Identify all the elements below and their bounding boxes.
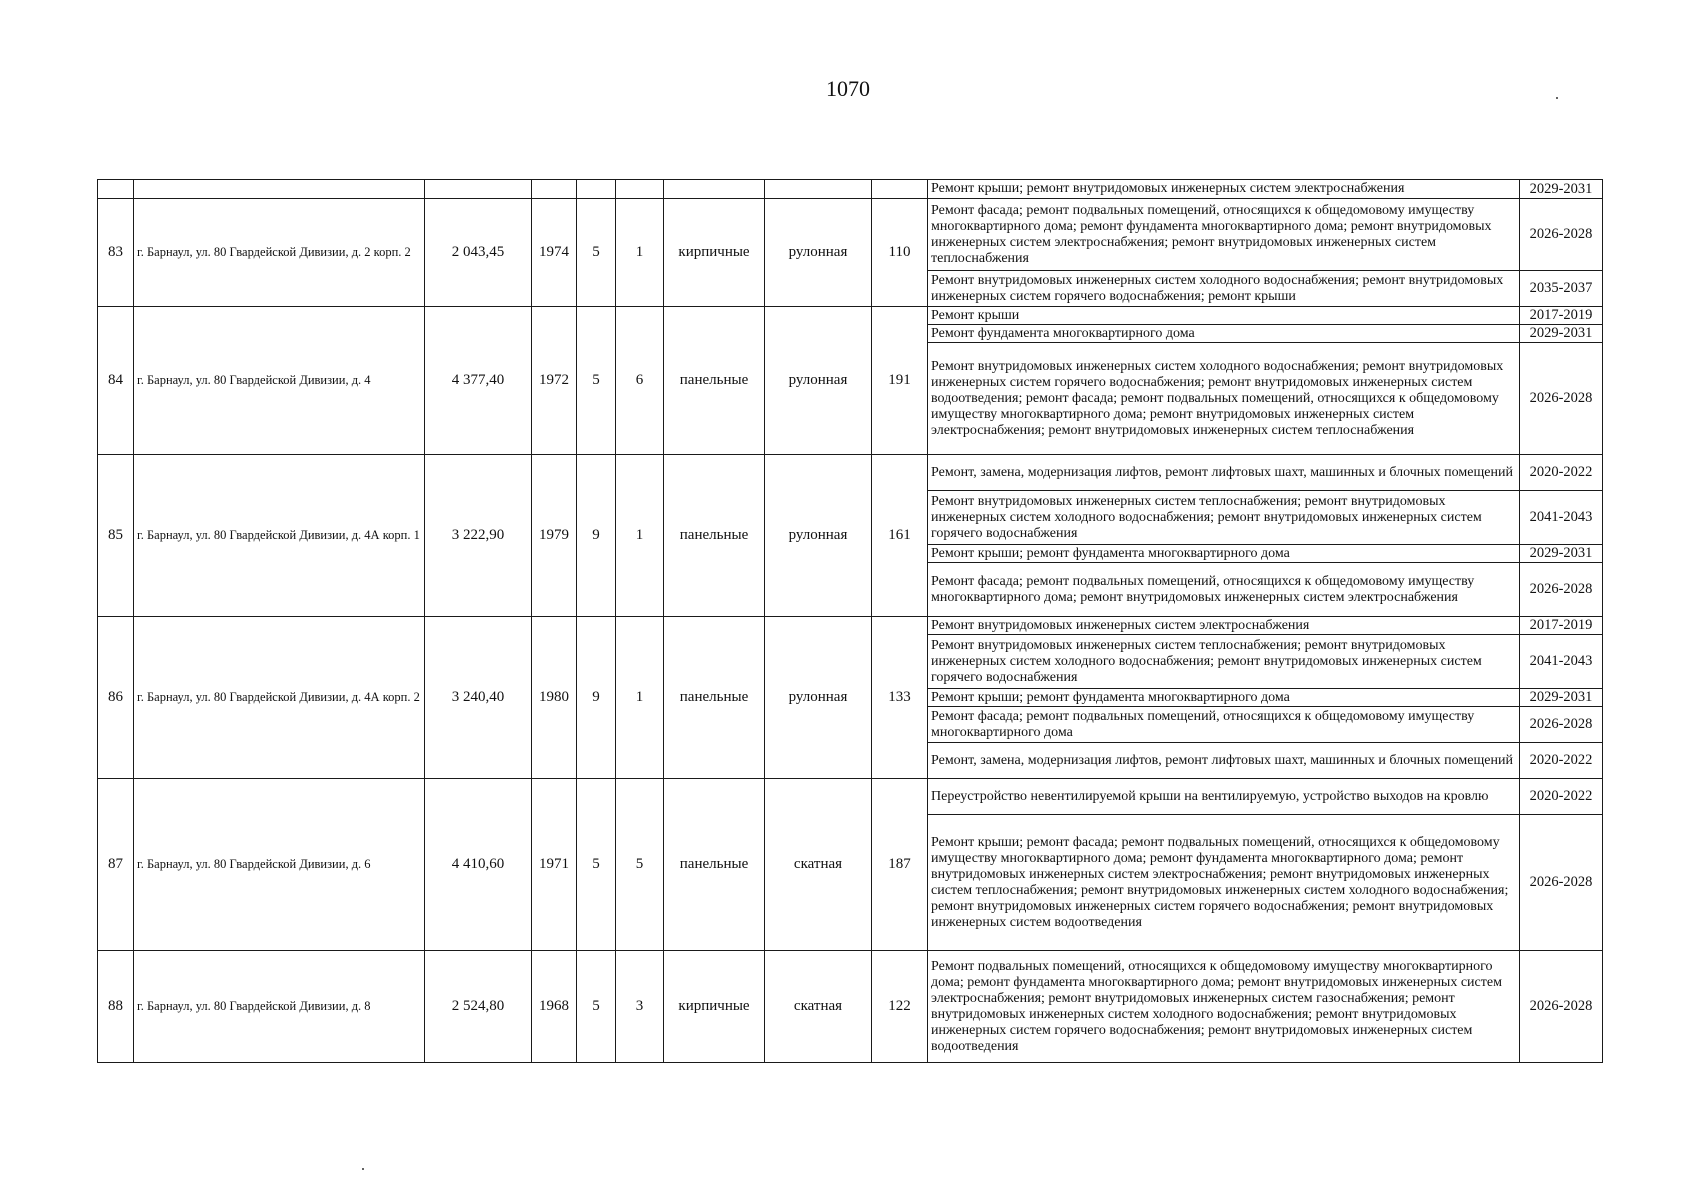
residents-count: 191 (872, 307, 928, 455)
building-entrances: 3 (616, 951, 664, 1063)
empty-cell (616, 180, 664, 199)
work-description: Ремонт, замена, модернизация лифтов, ремонт лифтовых шахт, машинных и блочных помещений (928, 455, 1520, 491)
work-description: Ремонт крыши; ремонт фундамента многоквартирного дома (928, 545, 1520, 563)
building-year: 1968 (532, 951, 577, 1063)
building-entrances: 1 (616, 199, 664, 307)
empty-cell (765, 180, 872, 199)
table-row (98, 307, 1603, 325)
building-area: 4 410,60 (425, 779, 532, 951)
work-description: Ремонт фасада; ремонт подвальных помещений, относящихся к общедомовому имуществу многоквартирного дома; ремонт фундамента многоквартирного дома; ремонт внутридомовых инженерных систем электроснабжения; ремонт внутридомовых инженерных систем теплоснабжения (928, 199, 1520, 271)
work-period: 2029-2031 (1520, 325, 1603, 343)
building-area: 2 524,80 (425, 951, 532, 1063)
building-address: г. Барнаул, ул. 80 Гвардейской Дивизии, д. 4А корп. 1 (134, 455, 425, 617)
work-period: 2029-2031 (1520, 689, 1603, 707)
building-number: 85 (98, 455, 134, 617)
roof-type: рулонная (765, 199, 872, 307)
building-floors: 9 (577, 455, 616, 617)
building-entrances: 1 (616, 617, 664, 779)
work-period: 2020-2022 (1520, 743, 1603, 779)
work-description: Переустройство невентилируемой крыши на вентилируемую, устройство выходов на кровлю (928, 779, 1520, 815)
empty-cell (532, 180, 577, 199)
scan-speck (362, 1168, 364, 1170)
work-description: Ремонт подвальных помещений, относящихся к общедомовому имуществу многоквартирного дома; ремонт фундамента многоквартирного дома; ремонт внутридомовых инженерных систем электроснабжения; ремонт внутридомовых инженерных систем газоснабжения; ремонт внутридомовых инженерных систем холодного водоснабжения; ремонт внутридомовых инженерных систем горячего водоснабжения; ремонт внутридомовых инженерных систем водоотведения (928, 951, 1520, 1063)
building-address: г. Барнаул, ул. 80 Гвардейской Дивизии, д. 4 (134, 307, 425, 455)
work-description: Ремонт фасада; ремонт подвальных помещений, относящихся к общедомовому имуществу многоквартирного дома; ремонт внутридомовых инженерных систем электроснабжения (928, 563, 1520, 617)
table-row (98, 617, 1603, 635)
building-entrances: 1 (616, 455, 664, 617)
roof-type: скатная (765, 779, 872, 951)
empty-cell (98, 180, 134, 199)
wall-material: панельные (664, 779, 765, 951)
building-floors: 5 (577, 307, 616, 455)
work-description: Ремонт внутридомовых инженерных систем электроснабжения (928, 617, 1520, 635)
work-description: Ремонт фундамента многоквартирного дома (928, 325, 1520, 343)
work-period: 2041-2043 (1520, 491, 1603, 545)
building-address: г. Барнаул, ул. 80 Гвардейской Дивизии, д. 8 (134, 951, 425, 1063)
empty-cell (664, 180, 765, 199)
work-description: Ремонт крыши; ремонт внутридомовых инженерных систем электроснабжения (928, 180, 1520, 199)
wall-material: кирпичные (664, 951, 765, 1063)
empty-cell (577, 180, 616, 199)
work-description: Ремонт фасада; ремонт подвальных помещений, относящихся к общедомовому имуществу многоквартирного дома (928, 707, 1520, 743)
capital-repair-table (97, 179, 1603, 1063)
work-period: 2026-2028 (1520, 199, 1603, 271)
residents-count: 122 (872, 951, 928, 1063)
empty-cell (134, 180, 425, 199)
residents-count: 110 (872, 199, 928, 307)
wall-material: панельные (664, 307, 765, 455)
work-period: 2017-2019 (1520, 307, 1603, 325)
table-row (98, 180, 1603, 199)
work-period: 2029-2031 (1520, 180, 1603, 199)
building-year: 1974 (532, 199, 577, 307)
building-floors: 5 (577, 199, 616, 307)
roof-type: рулонная (765, 307, 872, 455)
building-address: г. Барнаул, ул. 80 Гвардейской Дивизии, д. 6 (134, 779, 425, 951)
work-period: 2026-2028 (1520, 707, 1603, 743)
work-period: 2026-2028 (1520, 343, 1603, 455)
building-area: 2 043,45 (425, 199, 532, 307)
table-row (98, 199, 1603, 271)
residents-count: 187 (872, 779, 928, 951)
work-description: Ремонт внутридомовых инженерных систем теплоснабжения; ремонт внутридомовых инженерных систем холодного водоснабжения; ремонт внутридомовых инженерных систем горячего водоснабжения (928, 635, 1520, 689)
work-description: Ремонт крыши; ремонт фасада; ремонт подвальных помещений, относящихся к общедомовому имуществу многоквартирного дома; ремонт фундамента многоквартирного дома; ремонт внутридомовых инженерных систем электроснабжения; ремонт внутридомовых инженерных систем теплоснабжения; ремонт внутридомовых инженерных систем холодного водоснабжения; ремонт внутридомовых инженерных систем горячего водоснабжения; ремонт внутридомовых инженерных систем водоотведения (928, 815, 1520, 951)
table-row (98, 455, 1603, 491)
work-period: 2035-2037 (1520, 271, 1603, 307)
work-description: Ремонт внутридомовых инженерных систем теплоснабжения; ремонт внутридомовых инженерных систем холодного водоснабжения; ремонт внутридомовых инженерных систем горячего водоснабжения (928, 491, 1520, 545)
empty-cell (872, 180, 928, 199)
wall-material: панельные (664, 455, 765, 617)
work-period: 2026-2028 (1520, 815, 1603, 951)
roof-type: рулонная (765, 455, 872, 617)
work-description: Ремонт внутридомовых инженерных систем холодного водоснабжения; ремонт внутридомовых инженерных систем горячего водоснабжения; ремонт внутридомовых инженерных систем водоотведения; ремонт фасада; ремонт подвальных помещений, относящихся к общедомовому имуществу многоквартирного дома; ремонт внутридомовых инженерных систем электроснабжения; ремонт внутридомовых инженерных систем теплоснабжения (928, 343, 1520, 455)
work-period: 2029-2031 (1520, 545, 1603, 563)
building-entrances: 5 (616, 779, 664, 951)
building-area: 3 222,90 (425, 455, 532, 617)
building-number: 84 (98, 307, 134, 455)
building-year: 1979 (532, 455, 577, 617)
building-floors: 5 (577, 779, 616, 951)
building-floors: 9 (577, 617, 616, 779)
building-entrances: 6 (616, 307, 664, 455)
empty-cell (425, 180, 532, 199)
building-number: 83 (98, 199, 134, 307)
roof-type: рулонная (765, 617, 872, 779)
building-area: 3 240,40 (425, 617, 532, 779)
work-description: Ремонт, замена, модернизация лифтов, ремонт лифтовых шахт, машинных и блочных помещений (928, 743, 1520, 779)
work-period: 2026-2028 (1520, 563, 1603, 617)
building-number: 86 (98, 617, 134, 779)
building-year: 1980 (532, 617, 577, 779)
residents-count: 161 (872, 455, 928, 617)
wall-material: панельные (664, 617, 765, 779)
work-period: 2020-2022 (1520, 779, 1603, 815)
building-address: г. Барнаул, ул. 80 Гвардейской Дивизии, д. 4А корп. 2 (134, 617, 425, 779)
work-period: 2026-2028 (1520, 951, 1603, 1063)
building-number: 88 (98, 951, 134, 1063)
building-number: 87 (98, 779, 134, 951)
building-area: 4 377,40 (425, 307, 532, 455)
roof-type: скатная (765, 951, 872, 1063)
building-floors: 5 (577, 951, 616, 1063)
work-period: 2041-2043 (1520, 635, 1603, 689)
table-row (98, 779, 1603, 815)
table-row (98, 951, 1603, 1063)
work-period: 2017-2019 (1520, 617, 1603, 635)
building-address: г. Барнаул, ул. 80 Гвардейской Дивизии, д. 2 корп. 2 (134, 199, 425, 307)
work-description: Ремонт крыши; ремонт фундамента многоквартирного дома (928, 689, 1520, 707)
wall-material: кирпичные (664, 199, 765, 307)
work-description: Ремонт крыши (928, 307, 1520, 325)
page-number: 1070 (826, 76, 870, 101)
residents-count: 133 (872, 617, 928, 779)
scan-speck (1556, 97, 1558, 99)
building-year: 1971 (532, 779, 577, 951)
building-year: 1972 (532, 307, 577, 455)
work-period: 2020-2022 (1520, 455, 1603, 491)
work-description: Ремонт внутридомовых инженерных систем холодного водоснабжения; ремонт внутридомовых инженерных систем горячего водоснабжения; ремонт крыши (928, 271, 1520, 307)
